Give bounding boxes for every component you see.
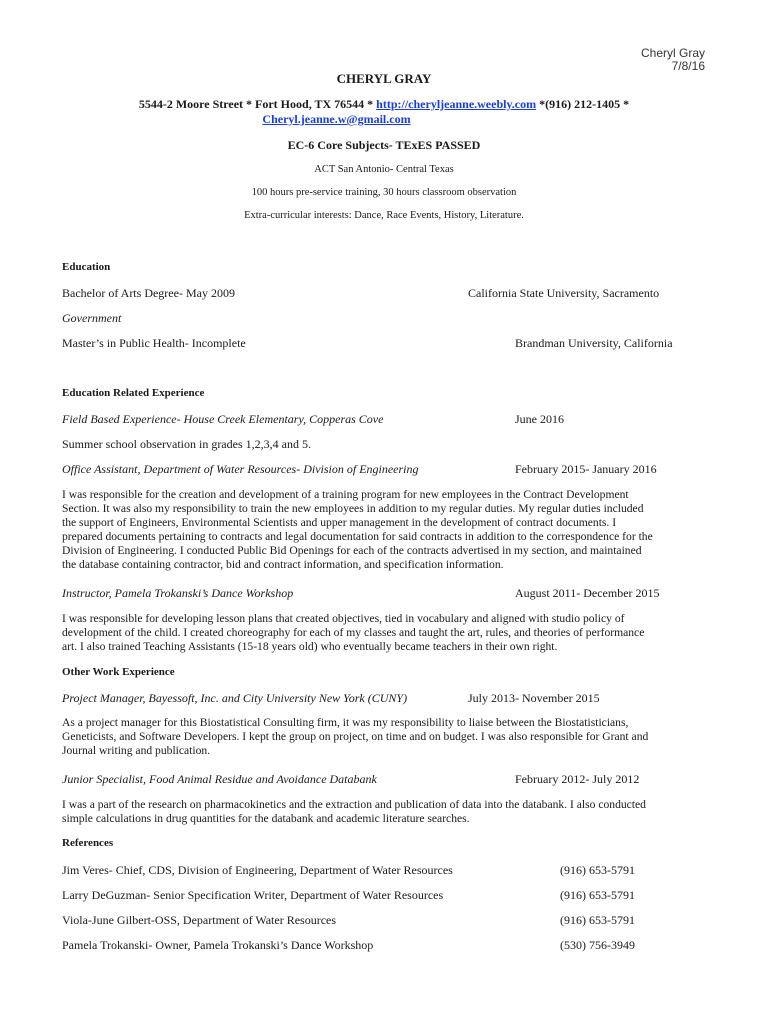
other-job-2-title: Junior Specialist, Food Animal Residue and Avoidance Databank (62, 772, 377, 786)
other-experience-heading: Other Work Experience (62, 666, 175, 678)
other-job-1-title: Project Manager, Bayessoft, Inc. and City University New York (CUNY) (62, 691, 408, 705)
edu-job-3-date: August 2011- December 2015 (515, 586, 660, 600)
contact-line (0, 97, 768, 112)
training-line: 100 hours pre-service training, 30 hours classroom observation (251, 187, 517, 198)
references-heading: References (62, 837, 114, 849)
email-line (0, 112, 768, 127)
edu-job-1-date: June 2016 (515, 412, 564, 426)
interests-line: Extra-curricular interests: Dance, Race Events, History, Literature. (244, 210, 524, 221)
header-name: Cheryl Gray (640, 46, 705, 60)
edu-job-3-title: Instructor, Pamela Trokanski’s Dance Workshop (62, 586, 294, 600)
edu-job-2-title: Office Assistant, Department of Water Resources- Division of Engineering (62, 462, 419, 476)
website-link[interactable]: http://cheryljeanne.weebly.com (376, 97, 537, 111)
email-link[interactable]: Cheryl.jeanne.w@gmail.com (262, 112, 411, 126)
desc-line: Journal writing and publication. (62, 744, 211, 757)
desc-line: As a project manager for this Biostatistical Consulting firm, it was my responsibility to liaise between the Biostatisticians, (62, 716, 629, 729)
page-title: CHERYL GRAY (336, 71, 432, 86)
reference-name: Jim Veres- Chief, CDS, Division of Engineering, Department of Water Resources (62, 863, 453, 877)
other-job-2-desc (62, 798, 707, 826)
education-heading: Education (62, 261, 111, 273)
desc-line: simple calculations in drug quantities for the databank and academic literature searches. (62, 812, 470, 825)
edu-job-2-desc (62, 488, 707, 572)
desc-line: art. I also trained Teaching Assistants (15-18 years old) who eventually became teachers in their own right. (62, 640, 558, 653)
reference-name: Viola-June Gilbert-OSS, Department of Water Resources (62, 913, 337, 927)
edu-experience-heading: Education Related Experience (62, 387, 205, 399)
edu-job-3-desc (62, 612, 707, 654)
other-job-1-desc (62, 716, 707, 758)
act-line: ACT San Antonio- Central Texas (314, 164, 454, 175)
desc-line: I was a part of the research on pharmacokinetics and the extraction and publication of data into the databank. I also conducted (62, 798, 646, 811)
reference-phone: (916) 653-5791 (560, 888, 635, 902)
reference-phone: (916) 653-5791 (560, 863, 635, 877)
degree-2: Master’s in Public Health- Incomplete (62, 336, 246, 350)
edu-job-1-desc: Summer school observation in grades 1,2,3,4 and 5. (62, 437, 311, 451)
reference-name: Larry DeGuzman- Senior Specification Writer, Department of Water Resources (62, 888, 444, 902)
desc-line: Division of Engineering. I conducted Public Bid Openings for each of the contracts advertised in my section, and maintained (62, 544, 642, 557)
address-text: 5544-2 Moore Street * Fort Hood, TX 76544 * (138, 97, 377, 111)
school-1: California State University, Sacramento (468, 286, 660, 300)
desc-line: I was responsible for the creation and development of a training program for new employees in the Contract Development (62, 488, 629, 501)
desc-line: development of the child. I created choreography for each of my classes and taught the art, rules, and theories of performance (62, 626, 645, 639)
edu-job-2-date: February 2015- January 2016 (515, 462, 657, 476)
reference-phone: (530) 756-3949 (560, 938, 635, 952)
other-job-2-date: February 2012- July 2012 (515, 772, 640, 786)
phone-text: *(916) 212-1405 * (536, 97, 630, 111)
desc-line: Geneticists, and Software Developers. I kept the group on project, on time and on budget. I was also responsible for Grant and (62, 730, 649, 743)
desc-line: Section. It was also my responsibility to train the new employees in addition to my regular duties. My regular duties included (62, 502, 644, 515)
school-2: Brandman University, California (515, 336, 673, 350)
major-1: Government (62, 311, 122, 325)
reference-name: Pamela Trokanski- Owner, Pamela Trokanski’s Dance Workshop (62, 938, 374, 952)
other-job-1-date: July 2013- November 2015 (468, 691, 600, 705)
edu-job-1-title: Field Based Experience- House Creek Elementary, Copperas Cove (62, 412, 384, 426)
desc-line: the database containing contractor, bid and contract information, and specification information. (62, 558, 504, 571)
desc-line: the support of Engineers, Environmental Scientists and upper management in the development of contract documents. I (62, 516, 617, 529)
certification: EC-6 Core Subjects- TExES PASSED (287, 138, 481, 152)
degree-1: Bachelor of Arts Degree- May 2009 (62, 286, 235, 300)
desc-line: prepared documents pertaining to contracts and legal documentation for said contracts in addition to the correspondence for the (62, 530, 653, 543)
desc-line: I was responsible for developing lesson plans that created objectives, tied in vocabulary and aligned with studio policy of (62, 612, 625, 625)
header-date: 7/8/16 (671, 59, 705, 73)
reference-phone: (916) 653-5791 (560, 913, 635, 927)
